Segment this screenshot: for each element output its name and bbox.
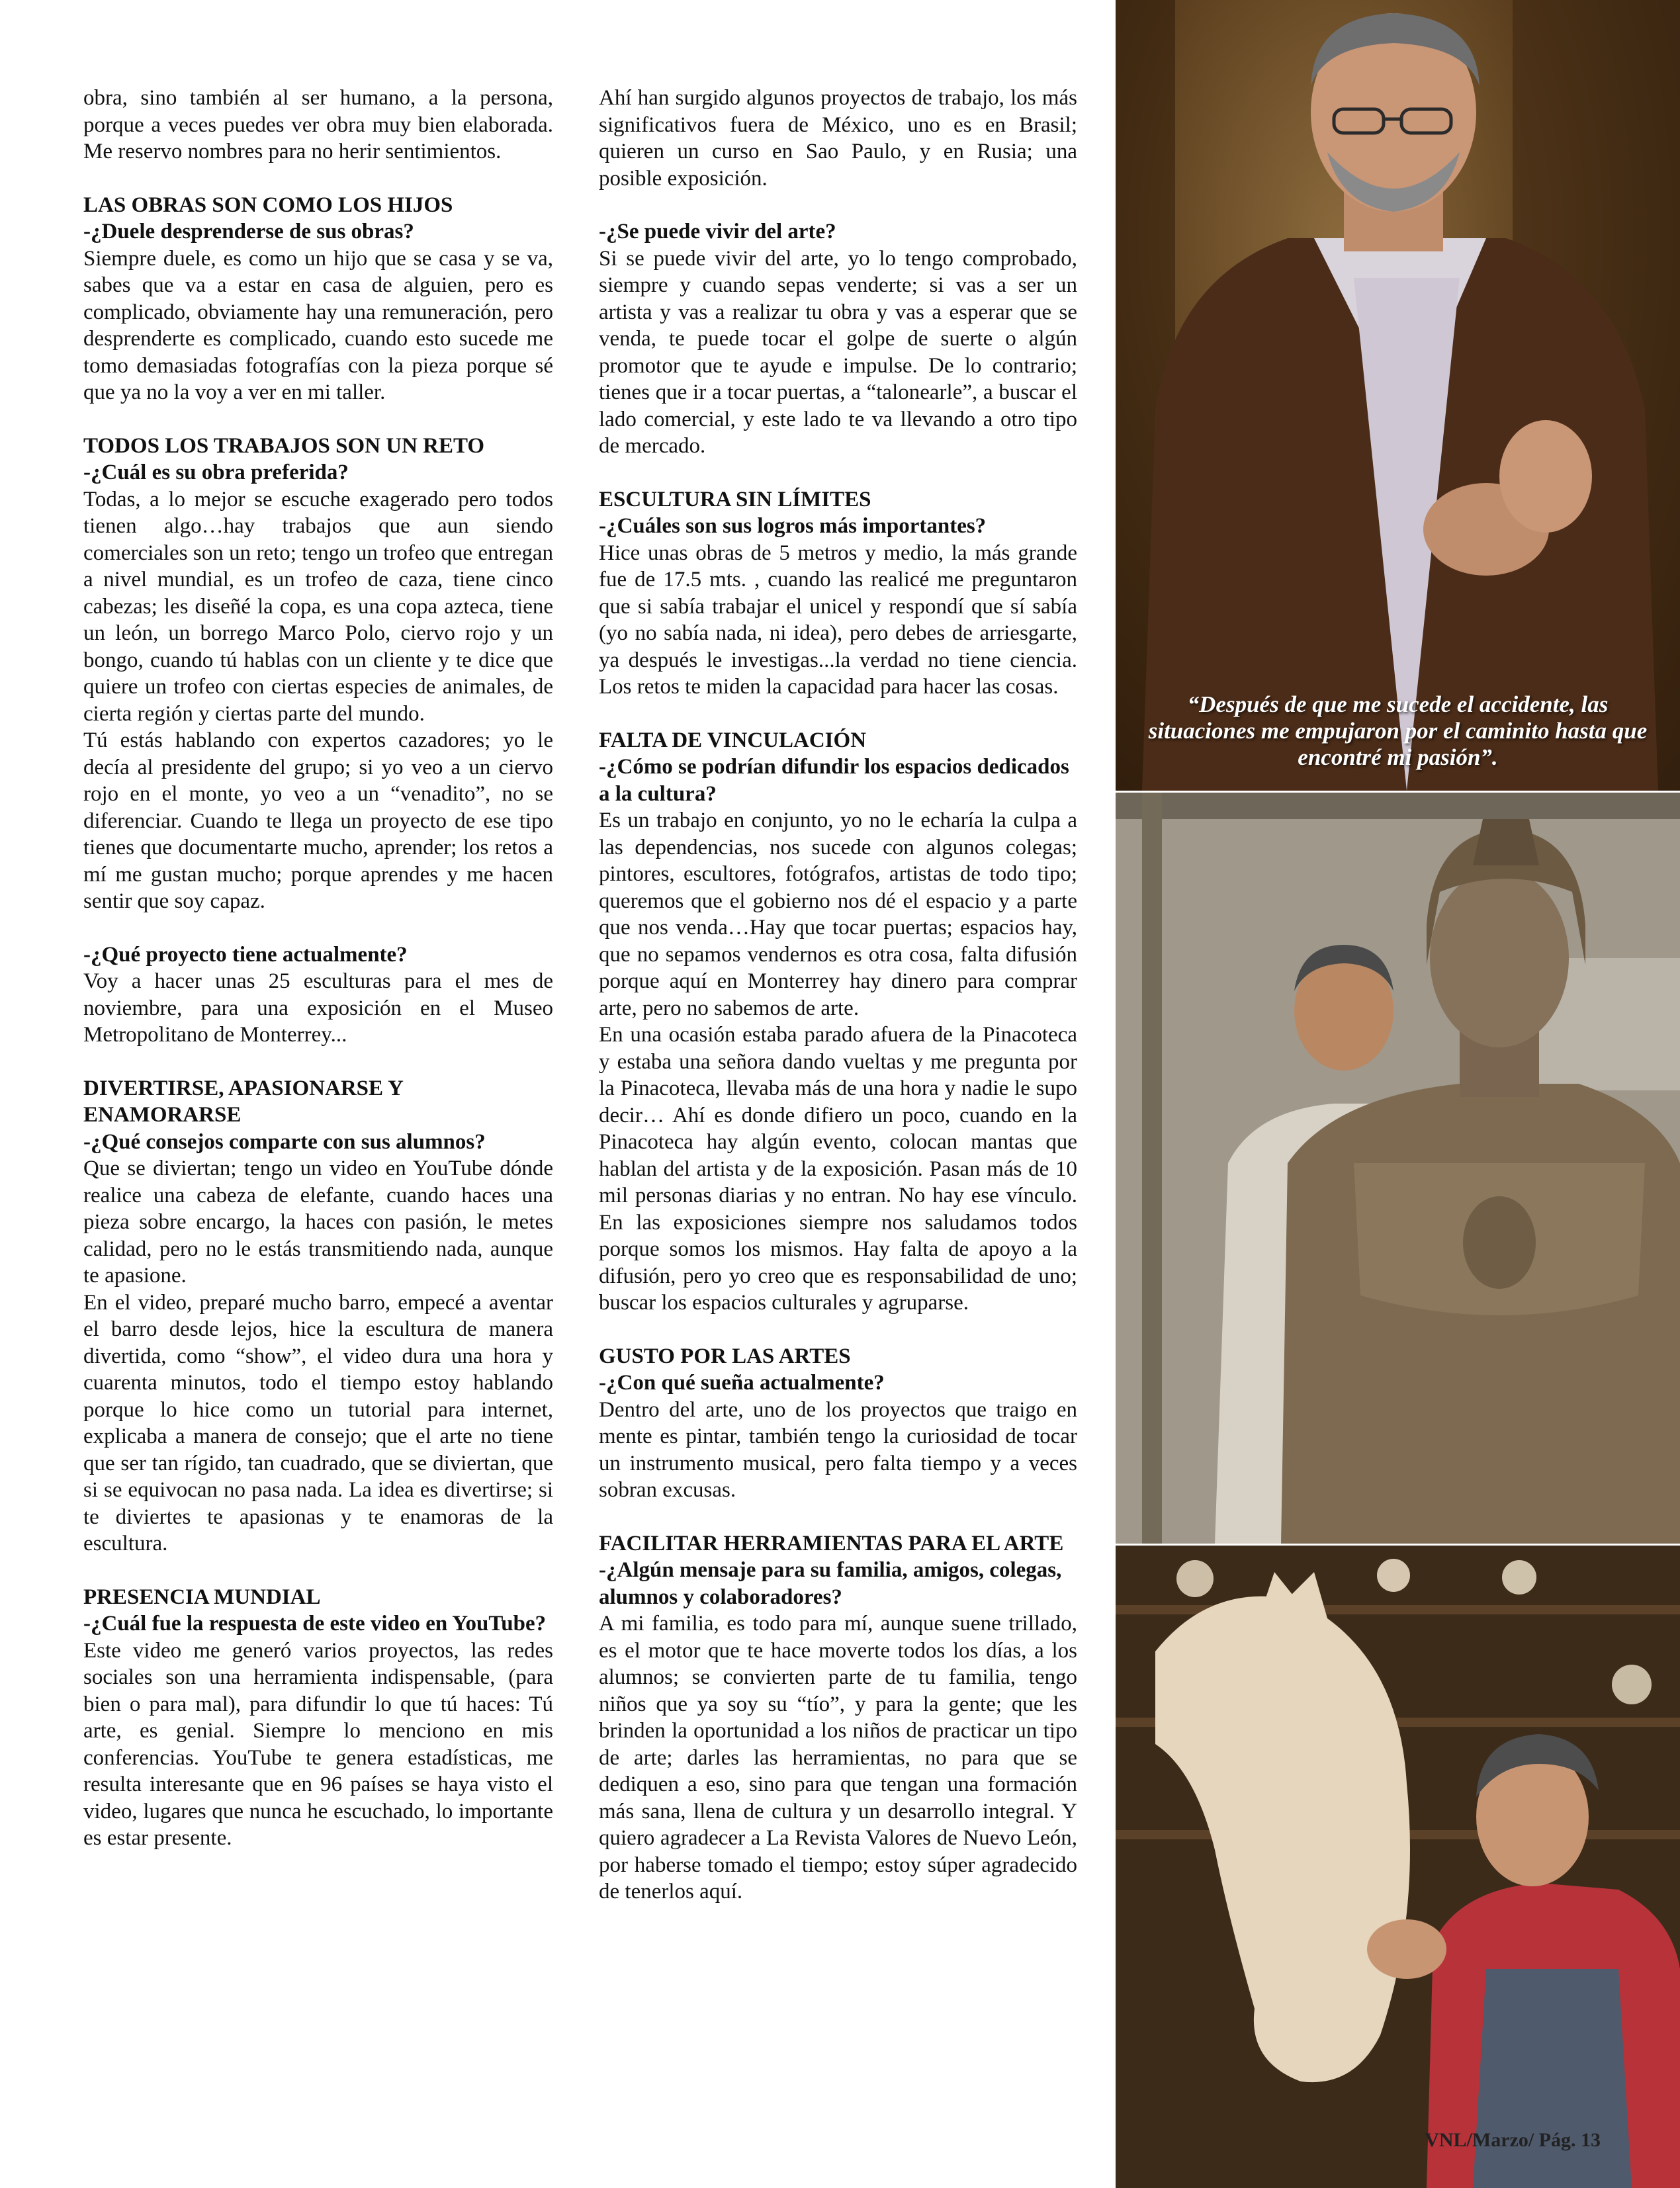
interview-question: -¿Cuál fue la respuesta de este video en YouTube?	[83, 1612, 547, 1636]
interview-question: -¿Qué proyecto tiene actualmente?	[83, 942, 408, 967]
article-section	[83, 433, 553, 915]
body-paragraph: En una ocasión estaba parado afuera de la Pinacoteca y estaba una señora dando vueltas y me pregunta por la Pinacoteca, llevaba más de una hora y nadie le supo decir… Ahí es donde difiero un poco, cuando en la Pinacoteca hay algún evento, colocan mantas que hablan del artista y de la exposición. Pasan más de 10 mil personas diarias y no entran. No hay ese vínculo. En las exposiciones siempre nos saludamos todos porque somos los mismos. Hay falta de apoyo a la difusión, pero yo creo que es responsabilidad de uno; buscar los espacios culturales y agruparse.	[599, 1023, 1077, 1315]
body-paragraph: obra, sino también al ser humano, a la persona, porque a veces puedes ver obra muy bien elaborada. Me reservo nombres para no herir sentimientos.	[83, 86, 553, 163]
body-paragraph: Todas, a lo mejor se escuche exagerado pero todos tienen algo…hay trabajos que aun siendo comerciales son un reto; tengo un trofeo que entregan a nivel mundial, es un trofeo de caza, tiene cinco cabezas; les diseñé la copa, es una copa azteca, tiene un león, un borrego Marco Polo, ciervo rojo y un bongo, cuando tú hablas con un cliente y te dice que quiere un trofeo con ciertas especies de animales, de cierta región y ciertas parte del mundo.	[83, 487, 553, 726]
section-heading: FALTA DE VINCULACIÓN	[599, 728, 867, 752]
photo-quote: “Después de que me sucede el accidente, las situaciones me empujaron por el caminito hasta que encontré mi pasión”.	[1148, 691, 1648, 770]
body-paragraph: Es un trabajo en conjunto, yo no le echaría la culpa a las dependencias, nos sucede con algunos colegas; pintores, escultores, fotógrafos, artistas de todo tipo; queremos que el gobierno nos dé el espacio y a parte que nos venda…Hay que tocar puertas; espacios hay, que no sepamos vendernos es otra cosa, falta difusión porque aquí en Monterrey hay dinero para comprar arte, pero no sabemos de arte.	[599, 809, 1077, 1020]
body-paragraph: Este video me generó varios proyectos, las redes sociales son una herramienta indispensable, (para bien o para mal), para difundir lo que tú haces: Tú arte, es genial. Siempre lo menciono en mis conferencias. YouTube te genera estadísticas, me resulta interesante que en 96 países se haya visto el video, lugares que nunca he escuchado, lo importante es estar presente.	[83, 1638, 553, 1850]
horse-sculpting-illustration	[1116, 1546, 1680, 2188]
interview-question: -¿Qué consejos comparte con sus alumnos?	[83, 1129, 486, 1154]
body-paragraph: Que se diviertan; tengo un video en YouTube dónde realice una cabeza de elefante, cuando haces una pieza sobre encargo, la haces con pasión, le metes calidad, pero no le estás transmitiendo nada, aunque te apasione.	[83, 1157, 553, 1288]
body-paragraph: Siempre duele, es como un hijo que se casa y se va, sabes que va a estar en casa de alguien, pero es complicado, obviamente hay una remuneración, pero desprenderte es complicado, cuando esto sucede me tomo demasiadas fotografías con la pieza porque sé que ya no la voy a ver en mi taller.	[83, 246, 553, 404]
section-heading: LAS OBRAS SON COMO LOS HIJOS	[83, 193, 453, 217]
body-paragraph: En el video, preparé mucho barro, empecé a aventar el barro desde lejos, hice la escultura de manera divertida, como “show”, el video dura una hora y cuarenta minutos, todo el tiempo estoy hablando porque lo hice como un tutorial para internet, explicaba a manera de consejo; que el arte no tiene que ser tan rígido, tan cuadrado, que se diviertan, que si se equivocan no pasa nada. La idea es divertirse; si te diviertes te apasionas y te enamoras de la escultura.	[83, 1290, 553, 1555]
article-section	[83, 1075, 553, 1557]
article-section	[599, 1530, 1077, 1905]
interview-question: -¿Con qué sueña actualmente?	[599, 1371, 885, 1395]
body-paragraph: Voy a hacer unas 25 esculturas para el mes de noviembre, para una exposición en el Museo Metropolitano de Monterrey...	[83, 969, 553, 1047]
text-column-middle	[599, 85, 1077, 1905]
body-paragraph: Ahí han surgido algunos proyectos de trabajo, los más significativos fuera de México, uno es en Brasil; quieren un curso en Sao Paulo, y en Rusia; una posible exposición.	[599, 86, 1077, 191]
section-heading: GUSTO POR LAS ARTES	[599, 1344, 851, 1368]
interview-question: -¿Algún mensaje para su familia, amigos, colegas, alumnos y colaboradores?	[599, 1558, 1062, 1609]
text-column-left	[83, 85, 553, 1852]
section-heading: PRESENCIA MUNDIAL	[83, 1585, 321, 1609]
article-section	[599, 727, 1077, 1317]
body-paragraph: Dentro del arte, uno de los proyectos que traigo en mente es pintar, también tengo la curiosidad de tocar un instrumento musical, pero falta tiempo y a veces sobran excusas.	[599, 1397, 1077, 1502]
article-section	[599, 85, 1077, 192]
section-heading: ESCULTURA SIN LÍMITES	[599, 487, 871, 511]
interview-question: -¿Se puede vivir del arte?	[599, 220, 836, 243]
section-heading: TODOS LOS TRABAJOS SON UN RETO	[83, 433, 485, 458]
body-paragraph: A mi familia, es todo para mí, aunque suene trillado, es el motor que te hace moverte todos los días, a los alumnos; se convierten parte de tu familia, tengo niños que ya soy su “tío”, y para la gente; que les brinden la oportunidad a los niños de practicar un tipo de arte; darles las herramientas, no para que se dediquen a eso, sino para que tengan una formación más sana, llena de cultura y un desarrollo integral. Y quiero agradecer a La Revista Valores de Nuevo León, por haberse tomado el tiempo; estoy súper agradecido de tenerlos aquí.	[599, 1612, 1077, 1904]
horse-sculpture-photo	[1116, 1546, 1680, 2188]
page-footer: VNL/Marzo/ Pág. 13	[1425, 2129, 1601, 2151]
interview-question: -¿Duele desprenderse de sus obras?	[83, 220, 414, 243]
body-paragraph: Si se puede vivir del arte, yo lo tengo comprobado, siempre y cuando sepas venderte; si vas a ser un artista y vas a realizar tu obra y vas a esperar que se venda, te puede tocar el golpe de suerte o algún promotor que te ayude e impulse. De lo contrario; tienes que ir a tocar puertas, a “talonearle”, a buscar el lado comercial, y este lado te va llevando a otro tipo de mercado.	[599, 246, 1077, 458]
body-paragraph: Hice unas obras de 5 metros y medio, la más grande fue de 17.5 mts. , cuando las realicé me preguntaron que si sabía trabajar el unicel y respondí que sí sabía (yo no sabía nada, ni idea), pero debes de arriesgarte, ya después le investigas...la verdad no tiene ciencia. Los retos te miden la capacidad para hacer las cosas.	[599, 541, 1077, 699]
sculpture-workshop-photo	[1116, 793, 1680, 1544]
portrait-photo	[1116, 0, 1680, 791]
section-heading: DIVERTIRSE, APASIONARSE Y ENAMORARSE	[83, 1076, 403, 1127]
body-paragraph: Tú estás hablando con expertos cazadores; yo le decía al presidente del grupo; si yo veo a un ciervo rojo en el monte, yo veo a un “venadito”, no se diferenciar. Cuando te llega un proyecto de ese tipo tienes que documentarte mucho, aprender; los retos a mí me gustan mucho; porque aprendes y me hacen sentir que soy capaz.	[83, 728, 553, 913]
section-heading: FACILITAR HERRAMIENTAS PARA EL ARTE	[599, 1531, 1064, 1555]
interview-question: -¿Cuáles son sus logros más importantes?	[599, 514, 987, 538]
interview-question: -¿Cuál es su obra preferida?	[83, 460, 349, 484]
article-section	[599, 486, 1077, 701]
article-section	[599, 218, 1077, 460]
interview-question: -¿Cómo se podrían difundir los espacios dedicados a la cultura?	[599, 755, 1069, 806]
article-section	[83, 192, 553, 406]
article-section	[83, 85, 553, 165]
article-section	[83, 941, 553, 1049]
article-section	[83, 1584, 553, 1852]
roman-soldier-sculpture-illustration	[1116, 793, 1680, 1544]
portrait-illustration	[1116, 0, 1680, 791]
article-section	[599, 1343, 1077, 1504]
